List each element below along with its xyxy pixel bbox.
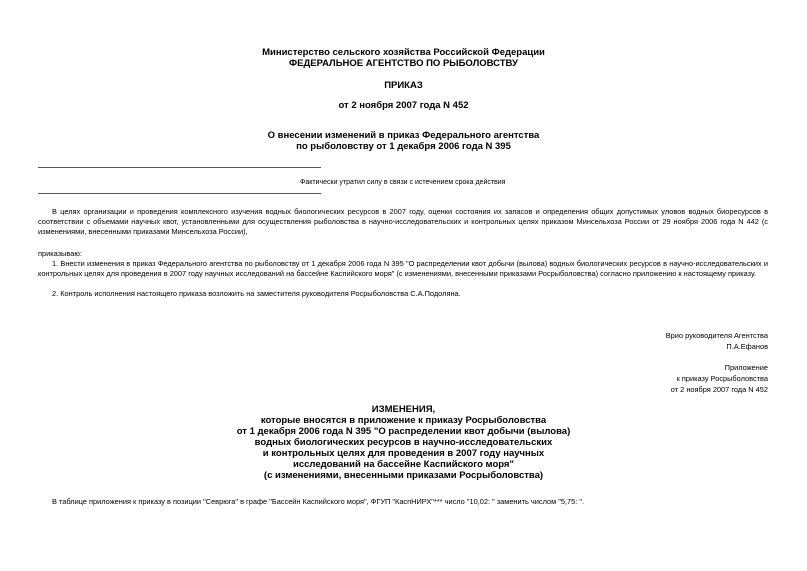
- signature-position: Врио руководителя Агентства: [665, 331, 768, 340]
- appendix-order-ref: к приказу Росрыболовства: [676, 374, 768, 383]
- status-note: Фактически утратил силу в связи с истечением срока действия: [300, 179, 506, 186]
- agency-name: ФЕДЕРАЛЬНОЕ АГЕНТСТВО ПО РЫБОЛОВСТВУ: [289, 58, 518, 69]
- appendix-date-ref: от 2 ноября 2007 года N 452: [670, 385, 768, 394]
- signature-name: П.А.Ефанов: [726, 342, 768, 351]
- item-1-paragraph: 1. Внести изменения в приказ Федерального агентства по рыболовству от 1 декабря 2006 года N 395 "О распределении квот добычи (вылова) водных биологических ресурсов в научно-исследовательских и контрольных целях для проведения в 2007 году научных исследований на бассейне Каспийского моря" (с изменениями, внесенными приказами Росрыболовства) согласно приложению к настоящему приказу.: [38, 259, 768, 279]
- document-subject-line2: по рыболовству от 1 декабря 2006 года N 395: [296, 141, 511, 152]
- item-2-paragraph: 2. Контроль исполнения настоящего приказа возложить на заместителя руководителя Росрыболовства С.А.Подоляна.: [52, 289, 461, 298]
- order-word: приказываю:: [38, 249, 82, 258]
- changes-line-4: и контрольных целях для проведения в 2007 году научных: [262, 448, 545, 459]
- document-subject-line1: О внесении изменений в приказ Федерального агентства: [267, 130, 540, 141]
- separator-line-bottom: [38, 193, 321, 194]
- preamble-paragraph: В целях организации и проведения комплексного изучения водных биологических ресурсов в 2007 году, оценки состояния их запасов и определения общих допустимых уловов водных биоресурсов в соответствии с объемами научных квот, установленными для осуществления рыболовства в научно-исследовательских и контрольных целях приказом Минсельхоза России от 29 ноября 2006 года N 442 (с изменениями, внесенными приказами Минсельхоза России),: [38, 207, 768, 237]
- changes-line-5: исследований на бассейне Каспийского моря": [293, 459, 514, 470]
- changes-title: ИЗМЕНЕНИЯ,: [371, 404, 436, 415]
- changes-line-2: от 1 декабря 2006 года N 395 "О распределении квот добычи (вылова): [236, 426, 571, 437]
- document-type: ПРИКАЗ: [384, 80, 423, 91]
- changes-line-6: (с изменениями, внесенными приказами Росрыболовства): [263, 470, 544, 481]
- document-date-number: от 2 ноября 2007 года N 452: [338, 100, 469, 111]
- changes-text: В таблице приложения к приказу в позиции "Севрюга" в графе "Бассейн Каспийского моря", ФГУП "КаспНИРХ"*** число "10,02: " заменить числом "5,75: ".: [52, 497, 585, 506]
- changes-line-3: водных биологических ресурсов в научно-исследовательских: [254, 437, 553, 448]
- ministry-name: Министерство сельского хозяйства Российской Федерации: [262, 47, 545, 58]
- changes-line-1: которые вносятся в приложение к приказу Росрыболовства: [260, 415, 547, 426]
- appendix-label: Приложение: [724, 363, 768, 372]
- separator-line-top: [38, 167, 321, 168]
